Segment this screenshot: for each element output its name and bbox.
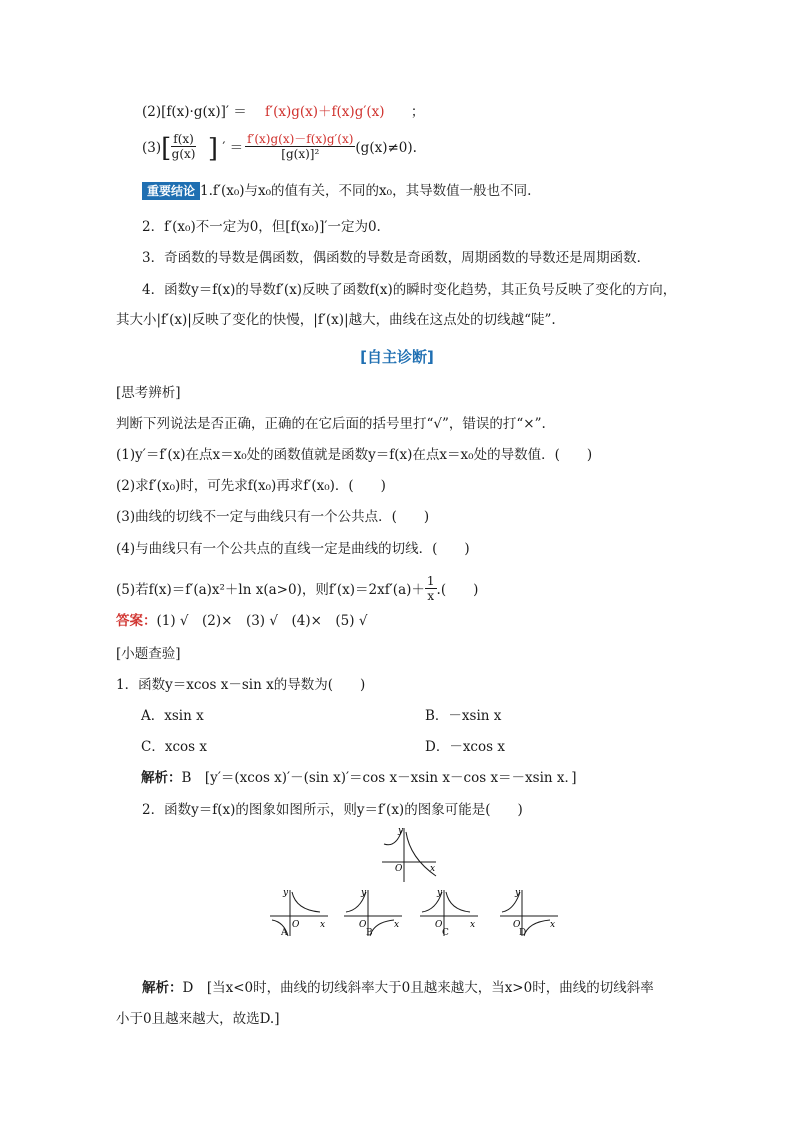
thinking-heading: [思考辨析] <box>116 385 181 401</box>
product-rule-suffix: ； <box>410 104 425 120</box>
quiz-heading: [小题查验] <box>116 646 181 662</box>
product-rule-formula <box>142 103 424 121</box>
q2-analysis-label: 解析： <box>142 980 183 996</box>
q2-analysis-cont: 小于0且越来越大，故选D.] <box>116 1011 280 1027</box>
q1-option-a: A．xsin x <box>141 708 204 724</box>
conclusion-2: 2．f′(x₀)不一定为0，但[f(x₀)]′一定为0. <box>142 219 381 235</box>
option-c-graph <box>418 886 482 938</box>
quotient-den: [g(x)]² <box>281 147 320 161</box>
origin-label: O <box>292 920 300 930</box>
axis-y-label: y <box>361 888 367 898</box>
axis-y-label: y <box>398 826 404 836</box>
axis-x-label: x <box>550 920 556 930</box>
quotient-num: f′(x)g(x)－f(x)g′(x) <box>247 132 354 146</box>
answer-text: (1) √ (2)× (3) √ (4)× (5) √ <box>156 613 368 629</box>
axis-y-label: y <box>437 888 443 898</box>
origin-label: O <box>395 864 403 874</box>
q1-option-b: B．－xsin x <box>425 708 502 724</box>
q1-option-d: D．－xcos x <box>425 739 505 755</box>
option-c-label: C <box>442 928 449 938</box>
key-conclusion-tag: 重要结论 <box>142 182 200 200</box>
frac-num: 1 <box>426 574 435 588</box>
thinking-item-2: (2)求f′(x₀)时，可先求f(x₀)再求f′(x₀)．( ) <box>116 478 386 494</box>
axis-y-label: y <box>515 888 521 898</box>
q1-analysis-label: 解析： <box>141 770 182 786</box>
option-a-label: A <box>281 928 288 938</box>
option-b-label: B <box>366 928 373 938</box>
thinking-item-5-fraction <box>425 574 437 603</box>
product-rule-rhs: f′(x)g(x)＋f(x)g′(x) <box>265 104 385 120</box>
thinking-item-5-suffix: .( ) <box>436 582 479 598</box>
quotient-prime: ′ ＝ <box>222 140 244 156</box>
thinking-item-5-prefix: (5)若f(x)＝f′(a)x²＋ln x(a>0)，则f′(x)＝2xf′(a)＋ <box>116 582 425 598</box>
conclusion-4b: 其大小|f′(x)|反映了变化的快慢，|f′(x)|越大，曲线在这点处的切线越“陡”. <box>116 312 556 328</box>
origin-label: O <box>359 920 367 930</box>
quotient-inner-den: g(x) <box>171 147 196 161</box>
origin-label: O <box>435 920 443 930</box>
answer-label: 答案： <box>116 613 157 629</box>
axis-x-label: x <box>470 920 476 930</box>
thinking-item-3: (3)曲线的切线不一定与曲线只有一个公共点．( ) <box>116 509 430 525</box>
q1-analysis <box>141 769 577 787</box>
thinking-item-5 <box>116 576 478 605</box>
q1-stem: 1．函数y＝xcos x－sin x的导数为( ) <box>116 677 366 693</box>
conclusion-item: 1.f′(x₀)与x₀的值有关，不同的x₀，其导数值一般也不同. <box>200 183 532 199</box>
section-title: [自主诊断] <box>360 348 434 366</box>
axis-x-label: x <box>394 920 400 930</box>
axis-x-label: x <box>320 920 326 930</box>
origin-label: O <box>513 920 521 930</box>
thinking-item-4: (4)与曲线只有一个公共点的直线一定是曲线的切线．( ) <box>116 541 470 557</box>
option-d-label: D <box>519 928 527 938</box>
q2-stem: 2．函数y＝f(x)的图象如图所示，则y＝f′(x)的图象可能是( ) <box>142 802 523 818</box>
product-rule-prefix: (2)[f(x)·g(x)]′ ＝ <box>142 104 247 120</box>
q1-option-c: C．xcos x <box>141 739 207 755</box>
quotient-inner-fraction <box>171 132 196 161</box>
answer-line <box>116 612 367 630</box>
quotient-inner-num: f(x) <box>173 132 194 146</box>
thinking-item-1: (1)y′＝f′(x)在点x＝x₀处的函数值就是函数y＝f(x)在点x＝x₀处的导数值．( ) <box>116 447 593 463</box>
main-function-graph <box>378 824 438 884</box>
quotient-rule-prefix: (3) <box>142 140 162 156</box>
q2-analysis <box>142 979 654 997</box>
quotient-rhs-fraction <box>245 132 355 161</box>
option-a-graph <box>268 886 332 938</box>
q1-analysis-text: B [y′＝(xcos x)′－(sin x)′＝cos x－xsin x－cos x＝－xsin x．] <box>181 770 577 786</box>
q2-analysis-text: D [当x<0时，曲线的切线斜率大于0且越来越大，当x>0时，曲线的切线斜率 <box>182 980 654 996</box>
quotient-rule-formula: (3)[ $\frac{f(x)}{g(x)}$ ] ′ ＝ $\frac{f'(x)g(x)-f(x)g'(x)}{\text{[g(x)]²}}$ (g(x)≠0). <box>142 132 417 164</box>
conclusion-3: 3．奇函数的导数是偶函数，偶函数的导数是奇函数，周期函数的导数还是周期函数． <box>142 250 651 266</box>
conclusion-1 <box>142 182 531 200</box>
axis-y-label: y <box>283 888 289 898</box>
thinking-instruction: 判断下列说法是否正确，正确的在它后面的括号里打“√”，错误的打“×”. <box>116 416 546 432</box>
axis-x-label: x <box>430 864 436 874</box>
frac-den: x <box>427 589 435 603</box>
option-b-graph <box>342 886 406 938</box>
option-d-graph <box>498 886 562 938</box>
conclusion-4a: 4．函数y＝f(x)的导数f′(x)反映了函数f(x)的瞬时变化趋势，其正负号反映了变化的方向， <box>142 282 677 298</box>
quotient-condition: (g(x)≠0). <box>355 140 417 156</box>
